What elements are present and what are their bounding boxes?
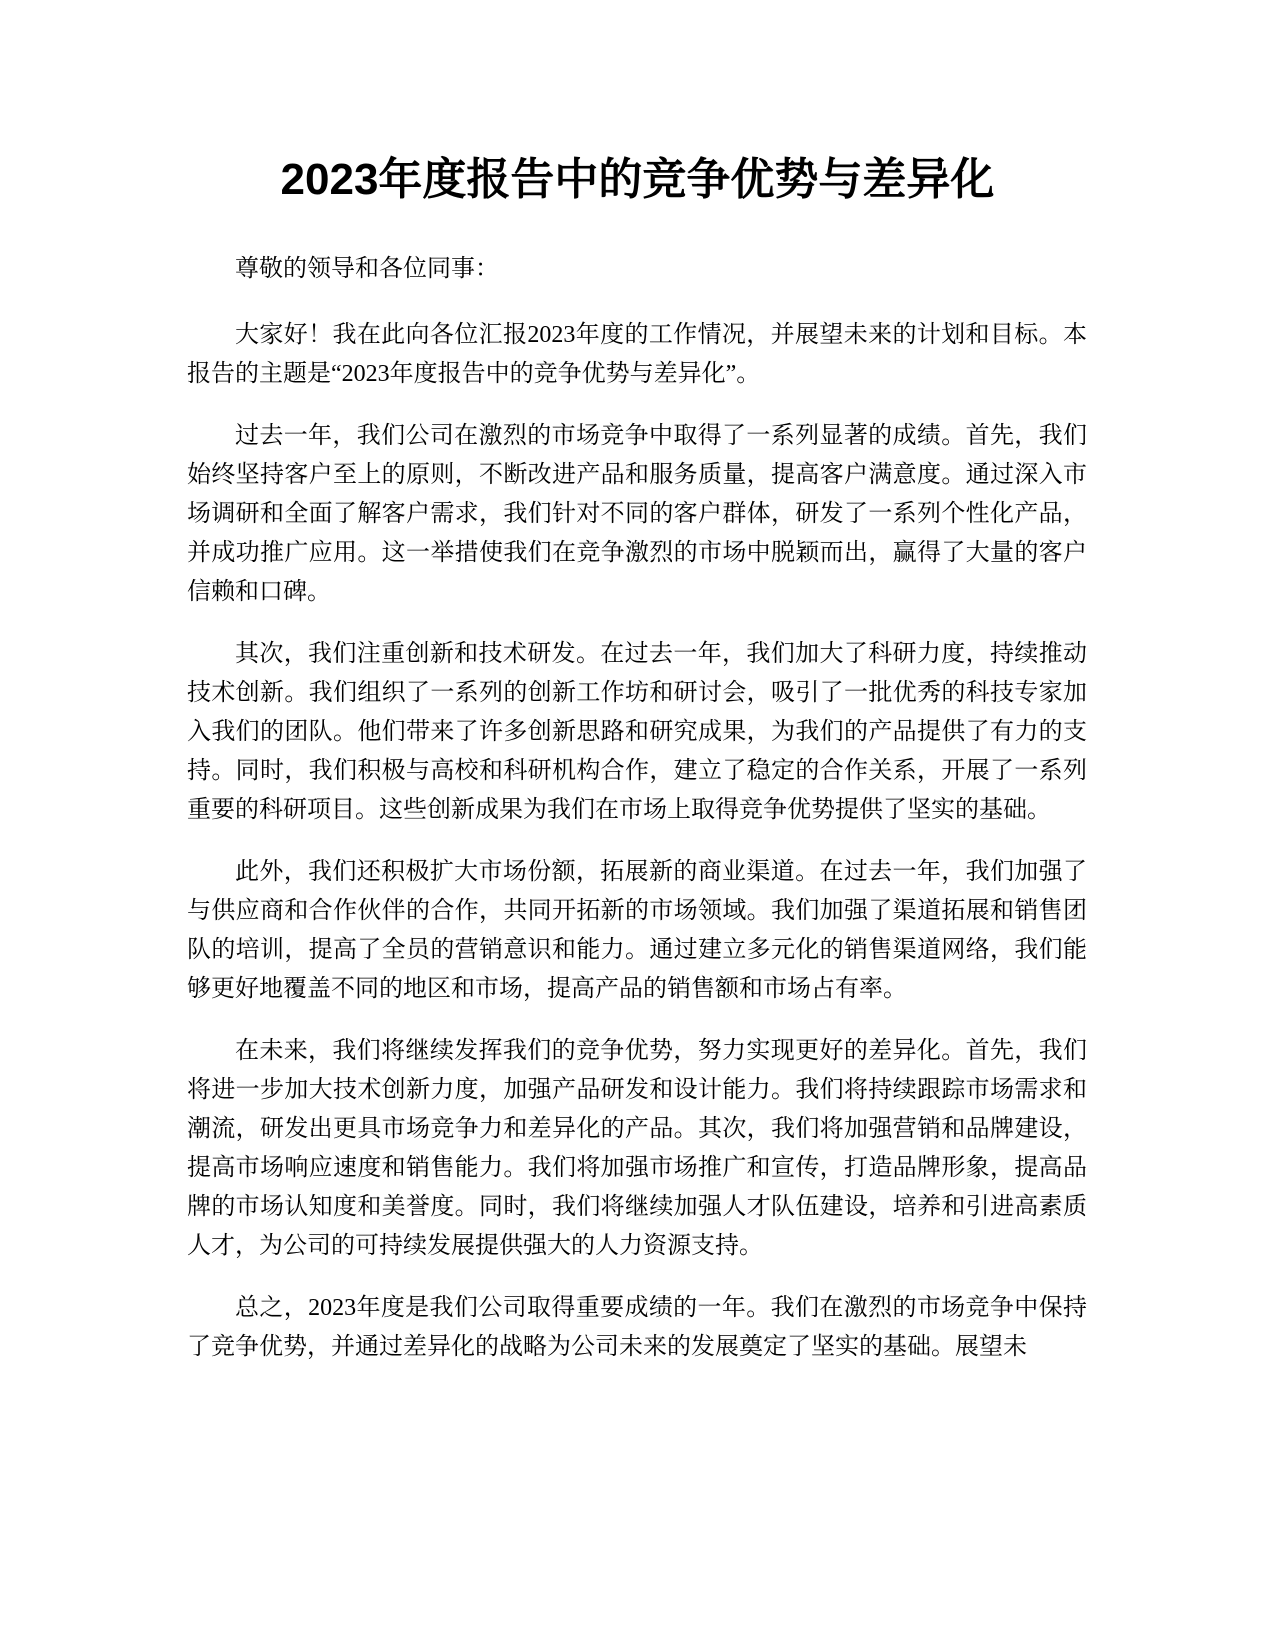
future-plan-paragraph: 在未来，我们将继续发挥我们的竞争优势，努力实现更好的差异化。首先，我们将进一步加大技术创新力度，加强产品研发和设计能力。我们将持续跟踪市场需求和潮流，研发出更具市场竞争力和差异化的产品。其次，我们将加强营销和品牌建设，提高市场响应速度和销售能力。我们将加强市场推广和宣传，打造品牌形象，提高品牌的市场认知度和美誉度。同时，我们将继续加强人才队伍建设，培养和引进高素质人才，为公司的可持续发展提供强大的人力资源支持。 — [187, 1038, 1087, 1259]
document-body — [187, 250, 1087, 1390]
customer-paragraph: 过去一年，我们公司在激烈的市场竞争中取得了一系列显著的成绩。首先，我们始终坚持客户至上的原则，不断改进产品和服务质量，提高客户满意度。通过深入市场调研和全面了解客户需求，我们针对不同的客户群体，研发了一系列个性化产品，并成功推广应用。这一举措使我们在竞争激烈的市场中脱颖而出，赢得了大量的客户信赖和口碑。 — [187, 423, 1087, 605]
document-title: 2023年度报告中的竞争优势与差异化 — [280, 155, 995, 204]
salutation-paragraph: 尊敬的领导和各位同事： — [235, 256, 499, 282]
greeting-paragraph: 大家好！我在此向各位汇报2023年度的工作情况，并展望未来的计划和目标。本报告的主题是“2023年度报告中的竞争优势与差异化”。 — [187, 322, 1087, 387]
innovation-paragraph: 其次，我们注重创新和技术研发。在过去一年，我们加大了科研力度，持续推动技术创新。我们组织了一系列的创新工作坊和研讨会，吸引了一批优秀的科技专家加入我们的团队。他们带来了许多创新思路和研究成果，为我们的产品提供了有力的支持。同时，我们积极与高校和科研机构合作，建立了稳定的合作关系，开展了一系列重要的科研项目。这些创新成果为我们在市场上取得竞争优势提供了坚实的基础。 — [187, 641, 1087, 823]
market-expansion-paragraph: 此外，我们还积极扩大市场份额，拓展新的商业渠道。在过去一年，我们加强了与供应商和合作伙伴的合作，共同开拓新的市场领域。我们加强了渠道拓展和销售团队的培训，提高了全员的营销意识和能力。通过建立多元化的销售渠道网络，我们能够更好地覆盖不同的地区和市场，提高产品的销售额和市场占有率。 — [187, 859, 1087, 1002]
summary-paragraph: 总之，2023年度是我们公司取得重要成绩的一年。我们在激烈的市场竞争中保持了竞争优势，并通过差异化的战略为公司未来的发展奠定了坚实的基础。展望未 — [187, 1295, 1087, 1360]
